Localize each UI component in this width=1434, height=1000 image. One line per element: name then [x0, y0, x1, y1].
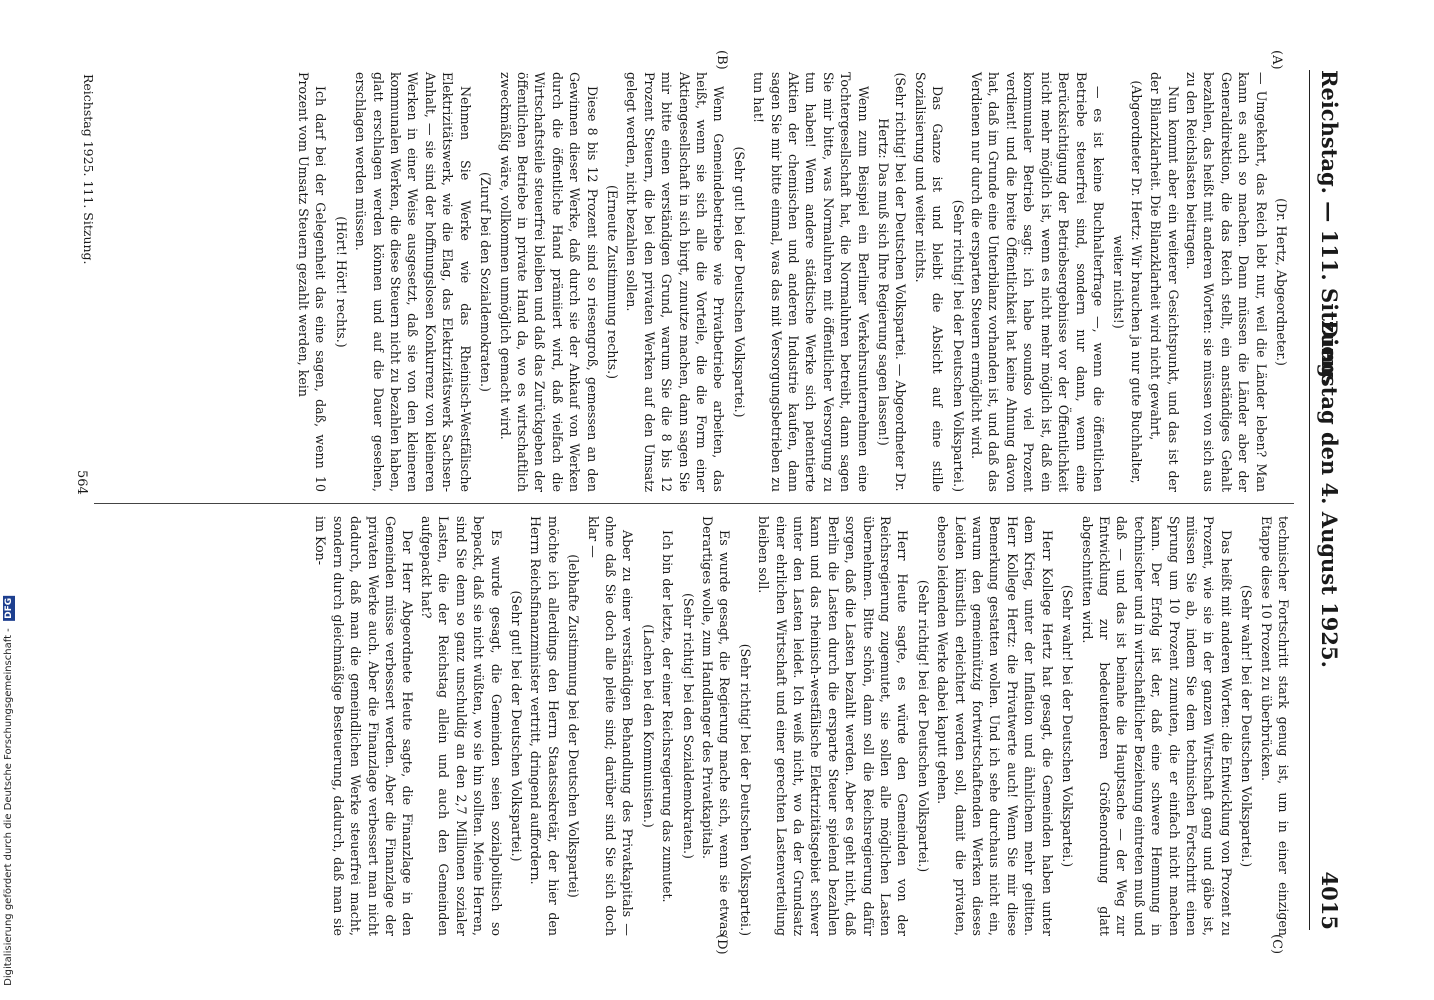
paragraph: Nehmen Sie Werke wie das Rheinisch-Westfälische Elektrizitätswerk, wie die Elag, das Elektrizitätswerk Sachsen-Anhalt, — sie sind der hoffnungslosen Konkurrenz von kleineren Werken in einer Weise ausgesetzt, daß sie von den kleineren kommunalen Werken, die diese Steuern nicht zu bezahlen haben, glatt erschlagen werden können und auf die Dauer gesehen, erschlagen werden müssen. — [353, 72, 473, 492]
paragraph: Nun kommt aber ein weiterer Gesichtspunkt, und das ist der der Bilanzklarheit. Die Bilanzklarheit wird nicht gewahrt, — [1148, 72, 1181, 492]
right-column — [311, 516, 1292, 936]
interjection: (Sehr richtig! bei der Deutschen Volkspartei.) — [737, 643, 753, 936]
interjection: (Sehr richtig! bei der Deutschen Volkspartei.) — [950, 199, 966, 492]
interjection: (Sehr gut! bei der Deutschen Volkspartei.) — [508, 590, 524, 862]
paragraph: Der Herr Abgeordnete Heute sagte, die Finanzlage in den Gemeinden müsse verbessert werden. Aber die Finanzlage der privaten Werke auch. Aber die Finanzlage verbessert man nicht dadurch, daß man die gemeindlichen Werke steuerfrei macht, sondern durch gleichmäßige Besteuerung, dadurch, daß man sie im Kon- — [313, 516, 416, 936]
credit-text: Digitalisierung gefördert durch die Deutsche Forschungsgemeinschaft - — [3, 628, 14, 986]
interjection: (Sehr wahr! bei der Deutschen Volkspartei.) — [1239, 584, 1255, 868]
interjection: (Sehr richtig! bei der Deutschen Volkspartei. — Abgeordneter Dr. Hertz: Das muß sich Ihre Regierung sagen lassen!) — [876, 72, 909, 492]
digitization-credit — [3, 596, 15, 986]
interjection: (Sehr richtig! bei den Sozialdemokraten.) — [680, 593, 696, 859]
header-page-number: 4015 — [1317, 871, 1342, 930]
left-column — [294, 72, 1292, 492]
paragraph: Ich darf bei der Gelegenheit das eine sagen, daß, wenn 10 Prozent vom Umsatz Steuern gezahlt werden, kein — [296, 72, 329, 492]
header-rule — [1309, 70, 1310, 930]
paragraph: Herr Heute sagte, es würde den Gemeinden von der Reichsregierung zugemutet, sie sollen alle möglichen Lasten übernehmen. Bitte schön, dann soll die Reichsregierung dafür sorgen, daß die Lasten bezahlt werden. Aber es geht nicht, daß Berlin die Lasten durch die ersparte Steuer spielend bezahlen kann und das rheinisch-westfälische Elektrizitätsgebiet schwer unter den Lasten leidet. Ich weiß nicht, wo da der Grundsatz einer ehrlichen Wirtschaft und einer gerechten Lastenverteilung bleiben soll. — [756, 516, 911, 936]
paragraph: Das Ganze ist und bleibt die Absicht auf eine stille Sozialisierung und weiter nichts. — [912, 72, 946, 492]
header-left: Reichstag. — 111. Sitzung. — [1317, 70, 1342, 386]
interjection: (Abgeordneter Dr. Hertz: Wir brauchen ja nur gute Buchhalter, weiter nichts!) — [1111, 80, 1144, 484]
paragraph: Es wurde gesagt, die Gemeinden seien sozialpolitisch so bepackt, daß sie nicht wüßten, wo sie hin sollten. Meine Herren, sind Sie denn so ganz unschuldig an den 2,7 Millionen sozialer Lasten, die der Reichstag allein und auch den Gemeinden aufgepackt hat? — [418, 516, 504, 936]
paragraph: Es wurde gesagt, die Regierung mache sich, wenn sie etwas Derartiges wolle, zum Handlanger des Privatkapitals. — [700, 516, 733, 936]
paragraph: technischer Fortschritt stark genug ist, um in einer einzigen Etappe diese 10 Prozent zu überbrücken. — [1258, 516, 1291, 936]
page-footer: Reichstag 1925. 111. Sitzung. — [81, 74, 96, 265]
interjection: (Sehr wahr! bei der Deutschen Volkspartei.) — [1060, 584, 1076, 868]
header-center: Dienstag den 4. August 1925. — [1317, 320, 1342, 668]
page-number: 564 — [74, 470, 89, 495]
interjection: (Lachen bei den Kommunisten.) — [640, 624, 656, 828]
paragraph: Wenn zum Beispiel ein Berliner Verkehrsunternehmen eine Tochtergesellschaft hat, die Normaluhren betreibt, dann sagen Sie mir bitte, was Normaluhren mit öffentlicher Versorgung zu tun haben! Wenn andere städtische Werke sich patentierte Aktien der chemischen und anderen Industrie kaufen, dann sagen Sie mir bitte einmal, was das mit Versorgungsbetrieben zu tun hat! — [751, 72, 871, 492]
paragraph: möchte ich allerdings den Herrn Staatssekretär, der hier den Herrn Reichsfinanzminister vertritt, dringend auffordern. — [528, 516, 561, 936]
paragraph: Herr Kollege Hertz hat gesagt, die Gemeinden haben unter dem Krieg, unter der Inflation und ähnlichem mehr gelitten. Herr Kollege Hertz: die Privatwerte auch! Wenn Sie mir diese Bemerkung gestatten wollen. Und ich sehe durchaus nicht ein, warum den gemeinnützig fortwirtschaftenden Werken dieses Leiden künstlich erleichtert werden soll, damit die privaten, ebenso leidenden Werke dabei kaputt gehen. — [935, 516, 1055, 936]
interjection: (Hört! Hört! rechts.) — [333, 216, 349, 348]
digitization-credit-bar — [0, 0, 18, 1000]
dfg-logo: DFG — [4, 598, 14, 620]
paragraph: Ich bin der letzte, der einer Reichsregierung das zumutet. — [660, 530, 676, 903]
speaker-line: (Dr. Hertz, Abgeordneter.) — [1274, 198, 1289, 366]
paragraph: — es ist keine Buchhalterfrage —, wenn die öffentlichen Betriebe steuerfrei sind, sondern nur dann, wenn eine Berücksichtigung der Betriebsergebnisse vor der Öffentlichkeit nicht mehr möglich ist, wenn es nicht mehr möglich ist, daß ein kommunaler Betrieb sagt: ich habe soundso viel Prozent verdient! und die breite Öffentlichkeit hat keine Ahnung davon hat, daß im Grunde eine Unterbilanz vorhanden ist, und daß das Verdienen nur durch die ersparten Steuern ermöglicht wird. — [969, 72, 1106, 492]
paragraph: Wenn Gemeindebetriebe wie Privatbetriebe arbeiten, das heißt, wenn sie sich alle die Vorteile, die die Form einer Aktiengesellschaft in sich birgt, zunutze machen, dann sagen Sie mir bitte einen verständigen Grund, warum Sie die 8 bis 12 Prozent Steuern, die bei den privaten Werken auf den Umsatz gelegt werden, nicht bezahlen sollen. — [624, 72, 727, 492]
paragraph: Aber zu einer verständigen Behandlung des Privatkapitals — ohne daß Sie doch alle pleite sind; darüber sind Sie sich doch klar — — [585, 516, 636, 936]
interjection: (Sehr gut! bei der Deutschen Volkspartei.) — [731, 146, 747, 418]
margin-mark-d: (D) — [714, 934, 729, 955]
paragraph: Diese 8 bis 12 Prozent sind so riesengroß, gemessen an den Gewinnen dieser Werke, daß durch sie der Ankauf von Werken durch die öffentliche Hand prämiiert wird, daß vielfach die Wirtschaftsteile steuerfrei bleiben und daß das Zurückgeben der öffentlichen Betriebe in private Hand da, wo es wirtschaftlich zweckmäßig wäre, vollkommen unmöglich gemacht wird. — [497, 72, 600, 492]
interjection: (Erneute Zustimmung rechts.) — [604, 185, 620, 379]
paragraph: — Umgekehrt, das Reich lebt nur, weil die Länder leben? Man kann es auch so machen. Dann müssen die Länder aber der Generaldirektion, die das Reich stellt, ein anständiges Gehalt bezahlen, das heißt mit anderen Worten: sie müssen von sich aus zu den Reichslasten beitragen. — [1183, 72, 1269, 492]
column-divider — [94, 503, 1294, 504]
page-header — [1302, 70, 1342, 930]
margin-mark-b: (B) — [714, 50, 729, 70]
interjection: (Zuruf bei den Sozialdemokraten.) — [478, 172, 494, 392]
interjection: (Sehr richtig! bei der Deutschen Volkspartei.) — [915, 579, 931, 873]
margin-mark-a: (A) — [1269, 50, 1284, 70]
interjection: (lebhafte Zustimmung bei der Deutschen Volkspartei) — [566, 554, 582, 898]
margin-mark-c: (C) — [1269, 934, 1284, 955]
paragraph: Das heißt mit anderen Worten: die Entwicklung von Prozent zu Prozent, wie sie in der ganzen Wirtschaft gang und gäbe ist, müssen Sie ab, indem Sie dem technischen Fortschritt einen Sprung um 10 Prozent zumuten, die er einfach nicht machen kann. Der Erfolg ist der, daß eine schwere Hemmung in technischer und in wirtschaftlicher Beziehung eintreten muß und daß — und das ist beinahe die Hauptsache — der Weg zur Entwicklung zur bedeutenderen Größenordnung glatt abgeschnitten wird. — [1079, 516, 1234, 936]
